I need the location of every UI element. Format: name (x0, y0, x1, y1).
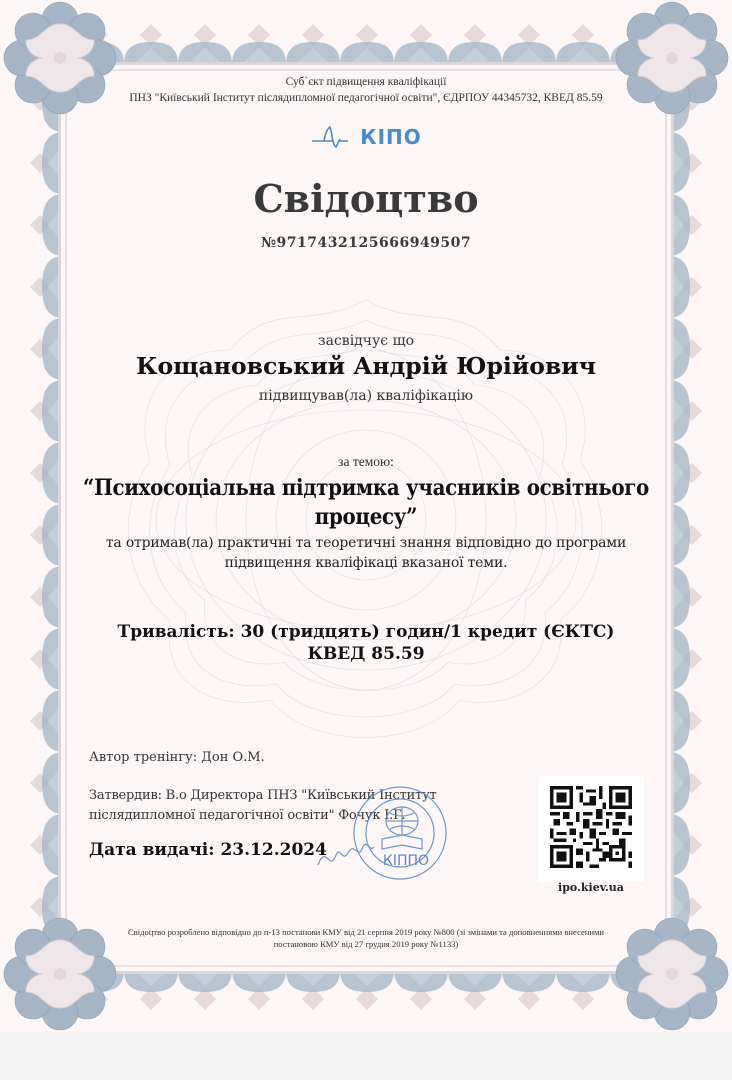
certificate-title: Свідоцтво (253, 176, 479, 221)
approved-by: Затвердив: В.о Директора ПНЗ "Київський Інститут післядипломної педагогічної освіти" Фочук І.Г. (89, 788, 437, 823)
certifies-label: засвідчує що (317, 333, 415, 349)
course-topic: “Психосоціальна підтримка учасників освітнього процесу” (83, 475, 649, 530)
legal-footnote: Свідоцтво розроблено відповідно до п-13 постанови КМУ від 21 серпня 2019 року №800 (зі змінами та доповненнями внесеними постановою КМУ від 27 грудня 2019 року №1133) (127, 927, 605, 949)
topic-label: за темою: (338, 454, 394, 469)
issuer-subject-line: Суб`єкт підвищення кваліфікації (285, 76, 447, 88)
issuer-info (0, 74, 732, 106)
qr-code-icon (550, 786, 632, 868)
issuer-details-line: ПНЗ "Київський Інститут післядипломної педагогічної освіти", ЄДРПОУ 44345732, КВЕД 85.59 (129, 92, 603, 104)
kipo-logo (0, 122, 732, 152)
logo-text: КІПО (360, 125, 422, 149)
received-knowledge-text: та отримав(ла) практичні та теоретичні знання відповідно до програми підвищення кваліфікаці вказаної теми. (105, 535, 627, 571)
svg-text:КІППО: КІППО (382, 853, 430, 869)
website-link[interactable]: ipo.kiev.ua (558, 881, 624, 894)
improved-label: підвищував(ла) кваліфікацію (258, 388, 474, 404)
kved-text: КВЕД 85.59 (307, 644, 425, 664)
wave-icon (310, 125, 350, 149)
qr-code[interactable] (538, 776, 644, 882)
recipient-name: Кощановський Андрій Юрійович (136, 352, 596, 380)
issue-date: Дата видачі: 23.12.2024 (89, 840, 327, 860)
certificate-number: №9717432125666949507 (260, 235, 472, 251)
duration-block (0, 621, 732, 665)
official-stamp-icon (312, 783, 452, 893)
duration-text: Тривалість: 30 (тридцять) годин/1 кредит (ЄКТС) (117, 622, 615, 642)
training-author: Автор тренінгу: Дон О.М. (89, 750, 265, 765)
